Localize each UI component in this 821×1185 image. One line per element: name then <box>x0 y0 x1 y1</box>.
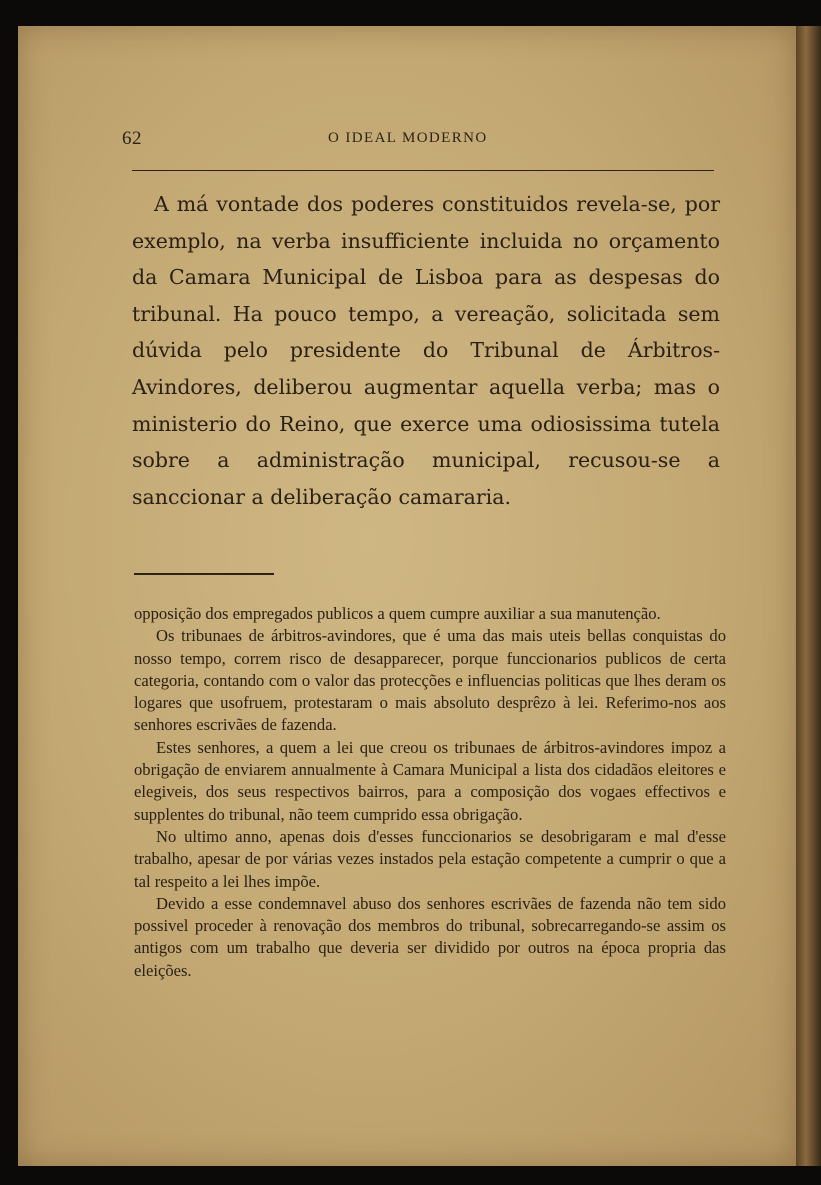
footnote-paragraph: opposição dos empregados publicos a quem cumpre auxiliar a sua manutenção. <box>134 604 661 623</box>
header-rule <box>132 170 714 171</box>
running-header <box>18 128 796 150</box>
book-spine-edge <box>796 26 821 1166</box>
footnote-paragraph: Devido a esse condemnavel abuso dos senhores escrivães de fazenda não tem sido possivel proceder à renovação dos membros do tribunal, sobrecarregando-se assim os antigos com um trabalho que deveria ser dividido por outros na época propria das eleições. <box>134 893 726 980</box>
footnotes-block <box>134 603 726 982</box>
running-title: O IDEAL MODERNO <box>328 130 488 146</box>
footnote-paragraph: Os tribunaes de árbitros-avindores, que é uma das mais uteis bellas conquistas do nosso tempo, correm risco de desapparecer, porque funccionarios publicos de certa categoria, contando com o valor das protecções e influencias politicas que lhes deram os logares que usofruem, protestaram o mais absoluto desprêzo à lei. Referimo-nos aos senhores escrivães de fazenda. <box>134 626 726 735</box>
body-paragraph: A má vontade dos poderes constituidos revela-se, por exemplo, na verba insufficiente incluida no orçamento da Camara Municipal de Lisboa para as despesas do tribunal. Ha pouco tempo, a vereação, solicitada sem dúvida pelo presidente do Tribunal de Árbitros-Avindores, deliberou augmentar aquella verba; mas o ministerio do Reino, que exerce uma odiosissima tutela sobre a administração municipal, recusou-se a sanccionar a deliberação camararia. <box>132 192 720 509</box>
footnote-paragraph: No ultimo anno, apenas dois d'esses funccionarios se desobrigaram e mal d'esse trabalho, apesar de por várias vezes instados pela estação competente a cumprir o que a tal respeito a lei lhes impõe. <box>134 826 726 891</box>
footnote-separator <box>134 573 274 575</box>
book-page <box>18 26 796 1166</box>
footnote-paragraph: Estes senhores, a quem a lei que creou os tribunaes de árbitros-avindores impoz a obrigação de enviarem annualmente à Camara Municipal a lista dos cidadãos eleitores e elegiveis, dos seus respectivos bairros, para a composição dos vogaes effectivos e supplentes do tribunal, não teem cumprido essa obrigação. <box>134 737 726 824</box>
page-number: 62 <box>122 128 142 149</box>
